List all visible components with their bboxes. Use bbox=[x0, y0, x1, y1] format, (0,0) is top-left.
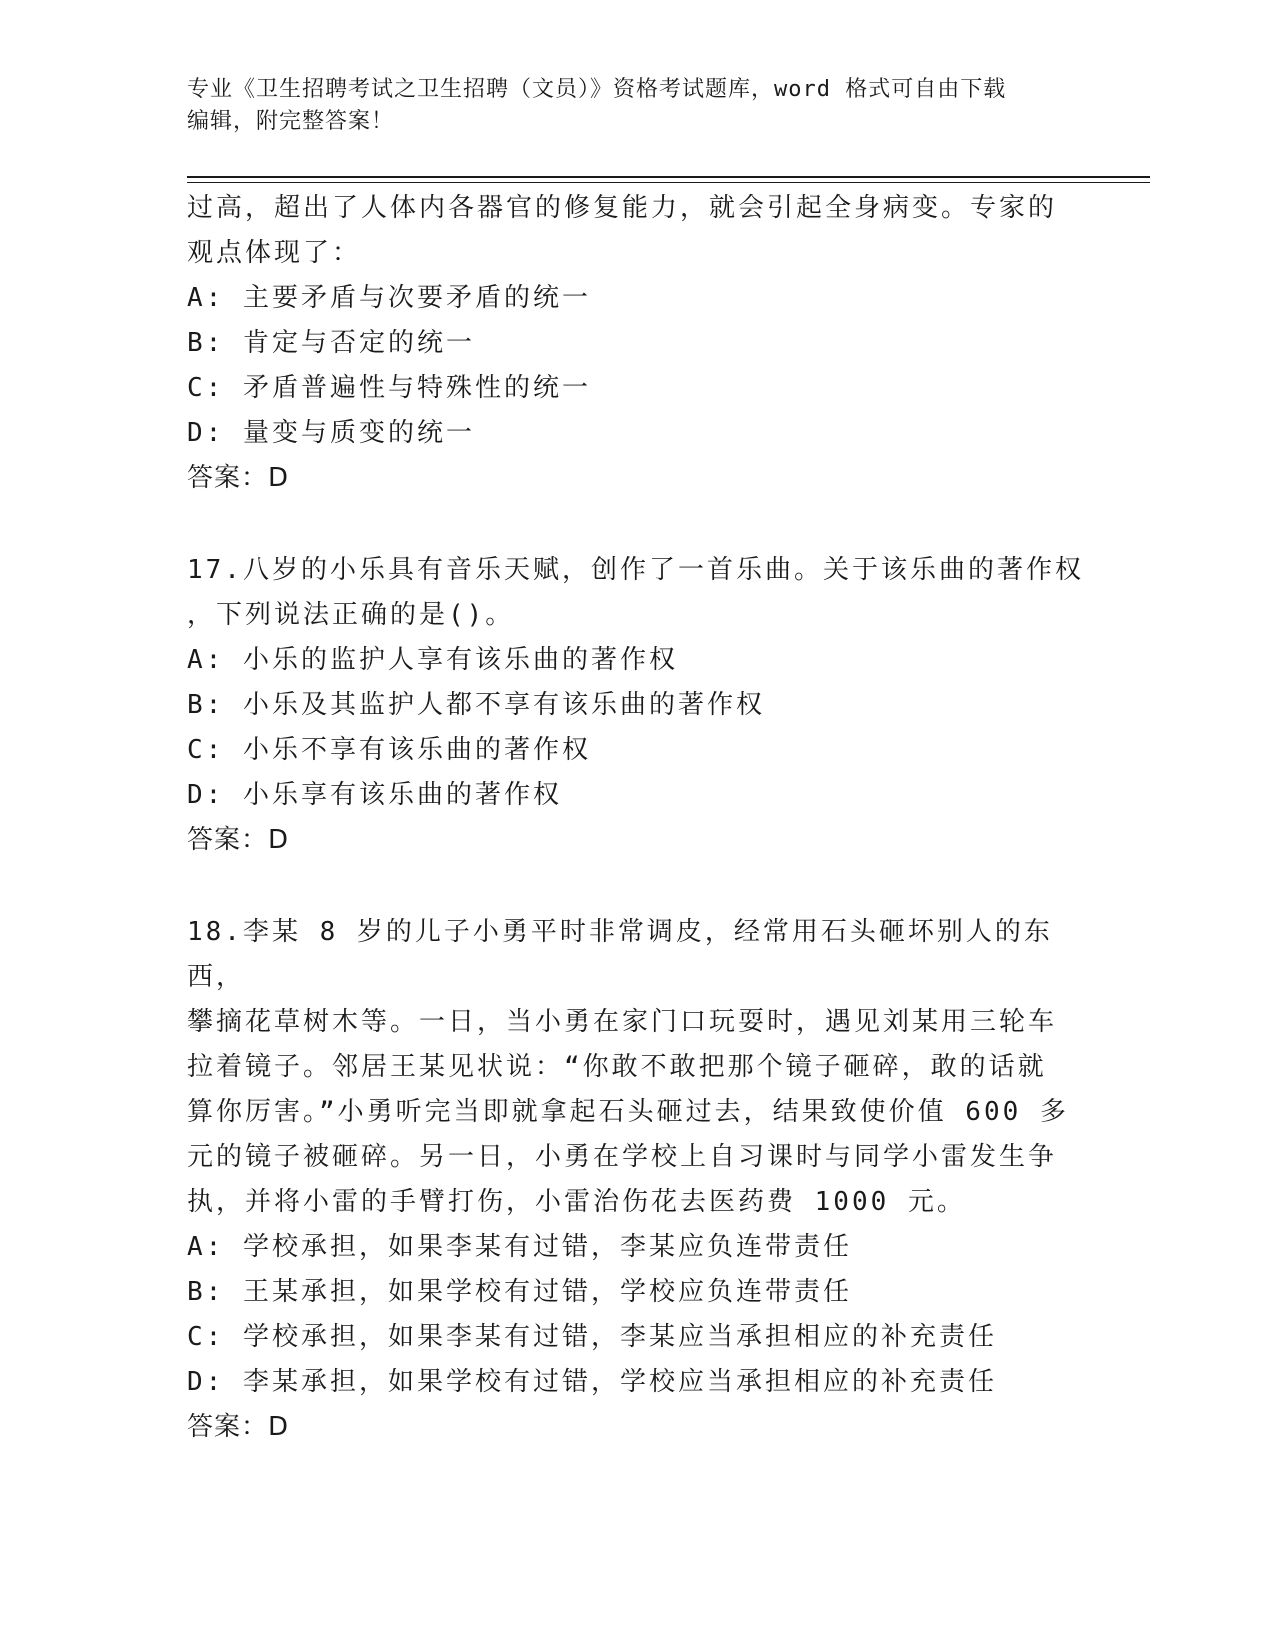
option-d: D: 量变与质变的统一 bbox=[187, 418, 475, 448]
option-d: D: 小乐享有该乐曲的著作权 bbox=[187, 780, 562, 810]
question-text-line: 17.八岁的小乐具有音乐天赋，创作了一首乐曲。关于该乐曲的著作权 bbox=[187, 555, 1084, 585]
spacer bbox=[187, 501, 1087, 548]
answer: 答案：D bbox=[187, 1412, 290, 1442]
question-text-line: 观点体现了： bbox=[187, 238, 362, 268]
question-text-line: 算你厉害。”小勇听完当即就拿起石头砸过去，结果致使价值 600 多 bbox=[187, 1097, 1069, 1127]
answer: 答案：D bbox=[187, 463, 290, 493]
option-c: C: 学校承担，如果李某有过错，李某应当承担相应的补充责任 bbox=[187, 1322, 997, 1352]
option-c: C: 矛盾普遍性与特殊性的统一 bbox=[187, 373, 591, 403]
option-b: B: 王某承担，如果学校有过错，学校应负连带责任 bbox=[187, 1277, 852, 1307]
header-divider-thick bbox=[187, 176, 1150, 178]
question-text-line: 18.李某 8 岁的儿子小勇平时非常调皮，经常用石头砸坏别人的东西， bbox=[187, 917, 1053, 992]
document-header bbox=[187, 74, 1067, 138]
spacer bbox=[187, 863, 1087, 910]
option-a: A: 学校承担，如果李某有过错，李某应负连带责任 bbox=[187, 1232, 852, 1262]
option-b: B: 小乐及其监护人都不享有该乐曲的著作权 bbox=[187, 690, 765, 720]
question-text-line: ，下列说法正确的是()。 bbox=[187, 600, 515, 630]
question-text-line: 执，并将小雷的手臂打伤，小雷治伤花去医药费 1000 元。 bbox=[187, 1187, 966, 1217]
question-text-line: 拉着镜子。邻居王某见状说：“你敢不敢把那个镜子砸碎，敢的话就 bbox=[187, 1052, 1047, 1082]
header-divider-thin bbox=[187, 182, 1150, 183]
question-text-line: 元的镜子被砸碎。另一日，小勇在学校上自习课时与同学小雷发生争 bbox=[187, 1142, 1058, 1172]
question-16 bbox=[187, 186, 1087, 501]
header-line-1: 专业《卫生招聘考试之卫生招聘（文员）》资格考试题库，word 格式可自由下载 bbox=[187, 77, 1007, 102]
answer: 答案：D bbox=[187, 825, 290, 855]
header-line-2: 编辑，附完整答案！ bbox=[187, 109, 395, 134]
question-18 bbox=[187, 910, 1087, 1450]
option-d: D: 李某承担，如果学校有过错，学校应当承担相应的补充责任 bbox=[187, 1367, 997, 1397]
option-c: C: 小乐不享有该乐曲的著作权 bbox=[187, 735, 591, 765]
question-17 bbox=[187, 548, 1087, 863]
option-b: B: 肯定与否定的统一 bbox=[187, 328, 475, 358]
document-body bbox=[187, 186, 1087, 1450]
question-text-line: 攀摘花草树木等。一日，当小勇在家门口玩耍时，遇见刘某用三轮车 bbox=[187, 1007, 1058, 1037]
option-a: A: 小乐的监护人享有该乐曲的著作权 bbox=[187, 645, 678, 675]
question-text-line: 过高，超出了人体内各器官的修复能力，就会引起全身病变。专家的 bbox=[187, 193, 1058, 223]
option-a: A: 主要矛盾与次要矛盾的统一 bbox=[187, 283, 591, 313]
